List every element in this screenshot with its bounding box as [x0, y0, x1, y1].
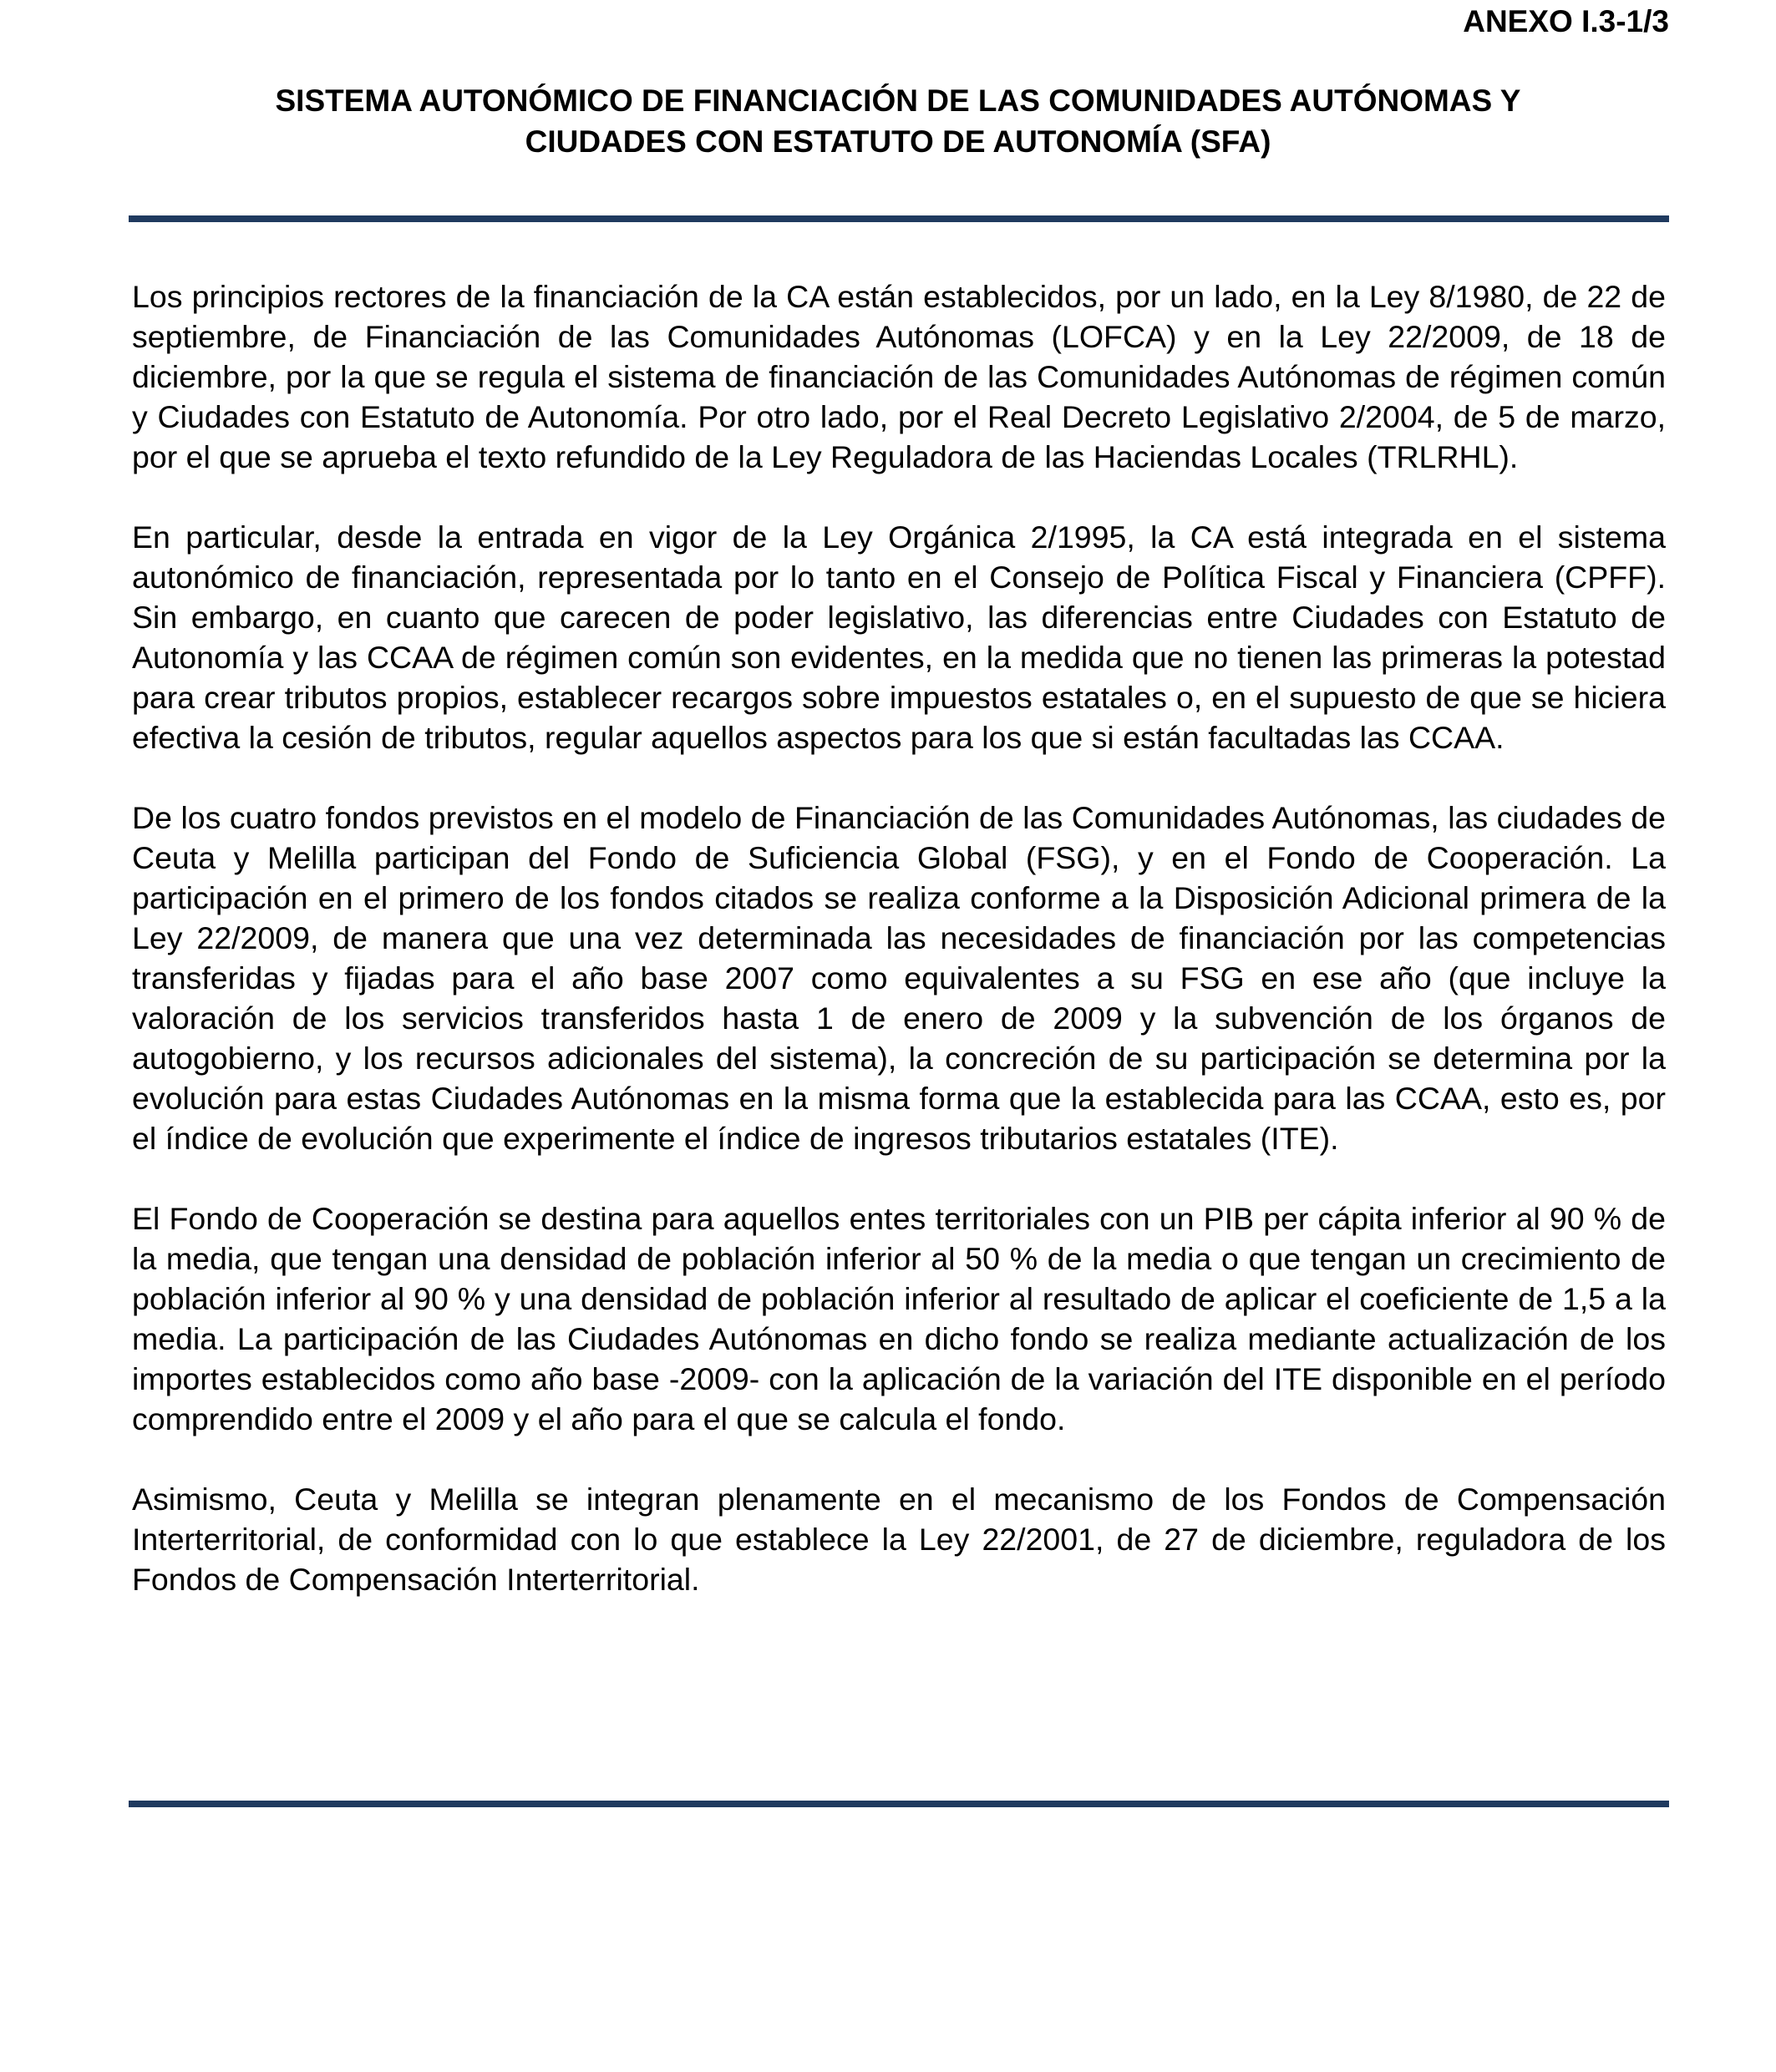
document-title — [129, 80, 1667, 162]
document-title-line-1: SISTEMA AUTONÓMICO DE FINANCIACIÓN DE LAS COMUNIDADES AUTÓNOMAS Y — [275, 84, 1521, 118]
paragraph-integration: En particular, desde la entrada en vigor de la Ley Orgánica 2/1995, la CA está integrada en el sistema autonómico de financiación, representada por lo tanto en el Consejo de Política Fiscal y Financiera (CPFF). Sin embargo, en cuanto que carecen de poder legislativo, las diferencias entre Ciudades con Estatuto de Autonomía y las CCAA de régimen común son evidentes, en la medida que no tienen las primeras la potestad para crear tributos propios, establecer recargos sobre impuestos estatales o, en el supuesto de que se hiciera efectiva la cesión de tributos, regular aquellos aspectos para los que si están facultadas las CCAA. — [132, 519, 1666, 755]
annex-code: ANEXO I.3-1/3 — [1463, 4, 1669, 38]
document-body — [132, 276, 1666, 1639]
bottom-divider — [129, 1801, 1669, 1807]
paragraph-principles: Los principios rectores de la financiación de la CA están establecidos, por un lado, en la Ley 8/1980, de 22 de septiembre, de Financiación de las Comunidades Autónomas (LOFCA) y en la Ley 22/2009, de 18 de diciembre, por la que se regula el sistema de financiación de las Comunidades Autónomas de régimen común y Ciudades con Estatuto de Autonomía. Por otro lado, por el Real Decreto Legislativo 2/2004, de 5 de marzo, por el que se aprueba el texto refundido de la Ley Reguladora de las Haciendas Locales (TRLRHL). — [132, 279, 1666, 474]
top-divider — [129, 215, 1669, 222]
paragraph-compensation-funds: Asimismo, Ceuta y Melilla se integran plenamente en el mecanismo de los Fondos de Compensación Interterritorial, de conformidad con lo que establece la Ley 22/2001, de 27 de diciembre, reguladora de los Fondos de Compensación Interterritorial. — [132, 1482, 1666, 1597]
document-title-line-2: CIUDADES CON ESTATUTO DE AUTONOMÍA (SFA) — [525, 124, 1271, 159]
paragraph-funds: De los cuatro fondos previstos en el modelo de Financiación de las Comunidades Autónomas, las ciudades de Ceuta y Melilla participan del Fondo de Suficiencia Global (FSG), y en el Fondo de Cooperación. La participación en el primero de los fondos citados se realiza conforme a la Disposición Adicional primera de la Ley 22/2009, de manera que una vez determinada las necesidades de financiación por las competencias transferidas y fijadas para el año base 2007 como equivalentes a su FSG en ese año (que incluye la valoración de los servicios transferidos hasta 1 de enero de 2009 y la subvención de los órganos de autogobierno, y los recursos adicionales del sistema), la concreción de su participación se determina por la evolución para estas Ciudades Autónomas en la misma forma que la establecida para las CCAA, esto es, por el índice de evolución que experimente el índice de ingresos tributarios estatales (ITE). — [132, 800, 1666, 1156]
paragraph-cooperation-fund: El Fondo de Cooperación se destina para aquellos entes territoriales con un PIB per cápita inferior al 90 % de la media, que tengan una densidad de población inferior al 50 % de la media o que tengan un crecimiento de población inferior al 90 % y una densidad de población inferior al resultado de aplicar el coeficiente de 1,5 a la media. La participación de las Ciudades Autónomas en dicho fondo se realiza mediante actualización de los importes establecidos como año base -2009- con la aplicación de la variación del ITE disponible en el período comprendido entre el 2009 y el año para el que se calcula el fondo. — [132, 1201, 1666, 1436]
